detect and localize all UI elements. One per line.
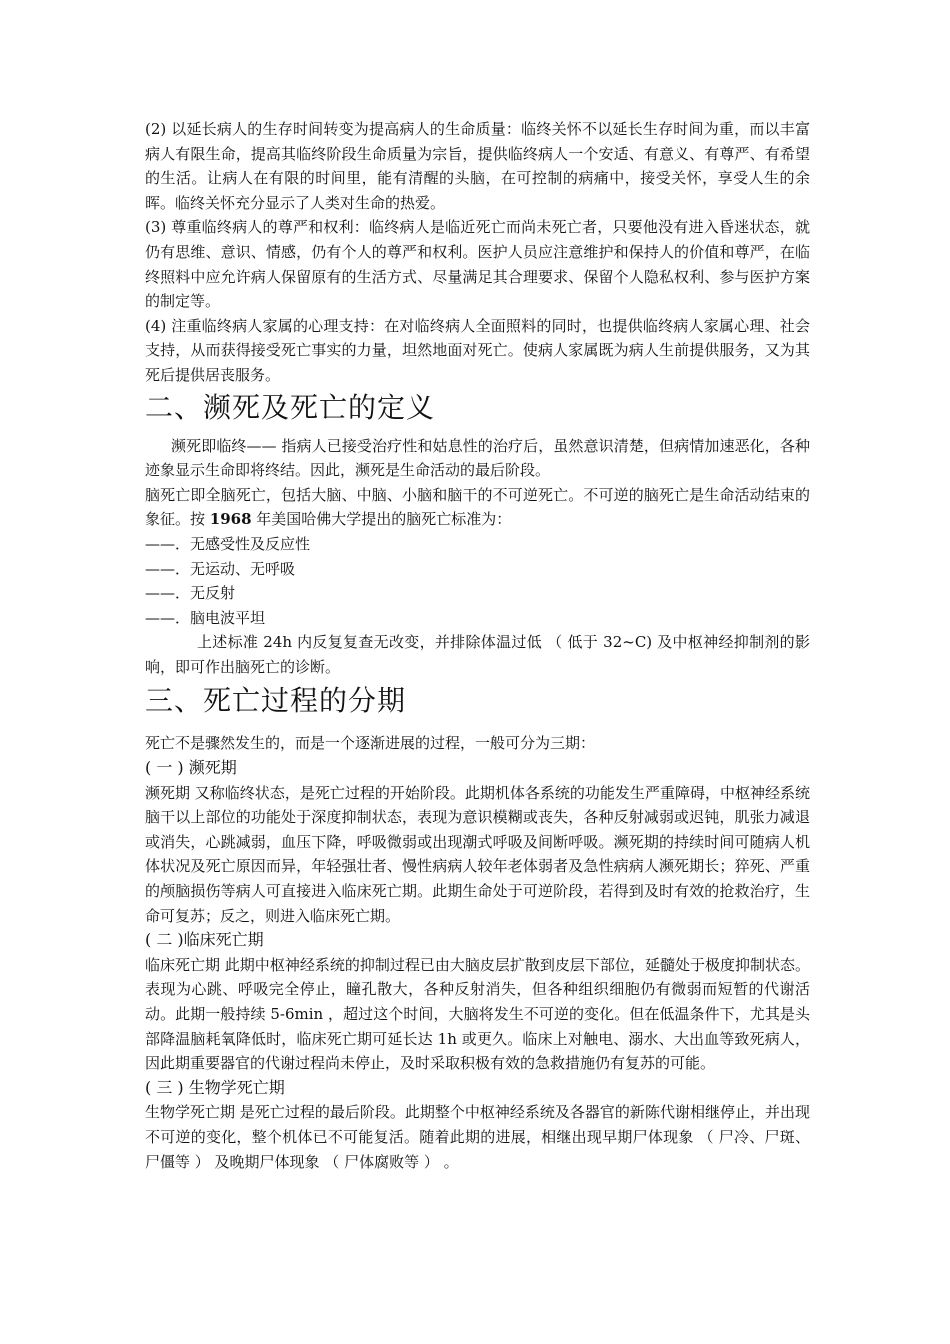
stage-2-text: 临床死亡期 此期中枢神经系统的抑制过程已由大脑皮层扩散到皮层下部位，延髓处于极度抑制状态。表现为心跳、呼吸完全停止，瞳孔散大，各种反射消失，但各种组织细胞仍有微弱而短暂的代谢活动。此期一般持续 5-6min ，超过这个时间，大脑将发生不可逆的变化。但在低温条件下，尤其是头部降温脑耗氧降低时，临床死亡期可延长达 1h 或更久。临床上对触电、溺水、大出血等致死病人，因此期重要器官的代谢过程尚未停止，及时采取积极有效的急救措施仍有复苏的可能。 (145, 955, 810, 1073)
paragraph-near-death-definition: 濒死即临终—— 指病人已接受治疗性和姑息性的治疗后，虽然意识清楚，但病情加速恶化，各种迹象显示生命即将终结。因此，濒死是生命活动的最后阶段。 (145, 436, 810, 480)
criterion-item-1: ——．无感受性及反应性 (145, 534, 311, 553)
paragraph-principle-4: (4) 注重临终病人家属的心理支持：在对临终病人全面照料的同时，也提供临终病人家属心理、社会支持，从而获得接受死亡事实的力量，坦然地面对死亡。使病人家属既为病人生前提供服务，又为其死后提供居丧服务。 (145, 316, 810, 384)
stage-1-title: ( 一 ) 濒死期 (145, 758, 237, 778)
brain-death-text-after: 年美国哈佛大学提出的脑死亡标准为： (251, 510, 512, 529)
criterion-item-4: ——．脑电波平坦 (145, 608, 266, 627)
stage-1-text: 濒死期 又称临终状态，是死亡过程的开始阶段。此期机体各系统的功能发生严重障碍，中枢神经系统脑干以上部位的功能处于深度抑制状态，表现为意识模糊或丧失，各种反射减弱或迟钝，肌张力减退或消失，心跳减弱，血压下降，呼吸微弱或出现潮式呼吸及间断呼吸。濒死期的持续时间可随病人机体状况及死亡原因而异，年轻强壮者、慢性病病人较年老体弱者及急性病病人濒死期长；猝死、严重的颅脑损伤等病人可直接进入临床死亡期。此期生命处于可逆阶段，若得到及时有效的抢救治疗，生命可复苏；反之，则进入临床死亡期。 (145, 783, 810, 925)
paragraph-death-stages-intro: 死亡不是骤然发生的，而是一个逐渐进展的过程，一般可分为三期： (145, 734, 596, 753)
brain-death-text-before: 脑死亡即全脑死亡，包括大脑、中脑、小脑和脑干的不可逆死亡。不可逆的脑死亡是生命活动结束的象征。按 (145, 485, 810, 529)
criterion-item-2: ——．无运动、无呼吸 (145, 559, 296, 578)
paragraph-principle-3: (3) 尊重临终病人的尊严和权利：临终病人是临近死亡而尚未死亡者，只要他没有进入昏迷状态，就仍有思维、意识、情感，仍有个人的尊严和权利。医护人员应注意维护和保持人的价值和尊严，在临终照料中应允许病人保留原有的生活方式、尽量满足其合理要求、保留个人隐私权利、参与医护方案的制定等。 (145, 218, 810, 311)
document-page (145, 117, 810, 1174)
stage-2-title: ( 二 )临床死亡期 (145, 930, 264, 950)
brain-death-year: 1968 (209, 510, 252, 529)
paragraph-brain-death-definition (145, 483, 810, 532)
stage-3-title: ( 三 ) 生物学死亡期 (145, 1077, 285, 1097)
stage-3-text: 生物学死亡期 是死亡过程的最后阶段。此期整个中枢神经系统及各器官的新陈代谢相继停止，并出现不可逆的变化，整个机体已不可能复活。随着此期的进展，相继出现早期尸体现象 （ 尸冷、尸斑、尸僵等 ） 及晚期尸体现象 （ 尸体腐败等 ） 。 (145, 1103, 810, 1171)
paragraph-principle-2: (2) 以延长病人的生存时间转变为提高病人的生命质量：临终关怀不以延长生存时间为重，而以丰富病人有限生命，提高其临终阶段生命质量为宗旨，提供临终病人一个安适、有意义、有尊严、有希望的生活。让病人在有限的时间里，能有清醒的头脑，在可控制的病痛中，接受关怀，享受人生的余晖。临终关怀充分显示了人类对生命的热爱。 (145, 120, 810, 212)
criterion-item-3: ——．无反射 (145, 584, 236, 603)
paragraph-brain-death-diagnosis: 上述标准 24h 内反复复查无改变，并排除体温过低 （ 低于 32~C) 及中枢神经抑制剂的影响，即可作出脑死亡的诊断。 (145, 633, 810, 676)
section-heading-2: 二、濒死及死亡的定义 (145, 390, 436, 424)
section-heading-3: 三、死亡过程的分期 (145, 684, 407, 718)
